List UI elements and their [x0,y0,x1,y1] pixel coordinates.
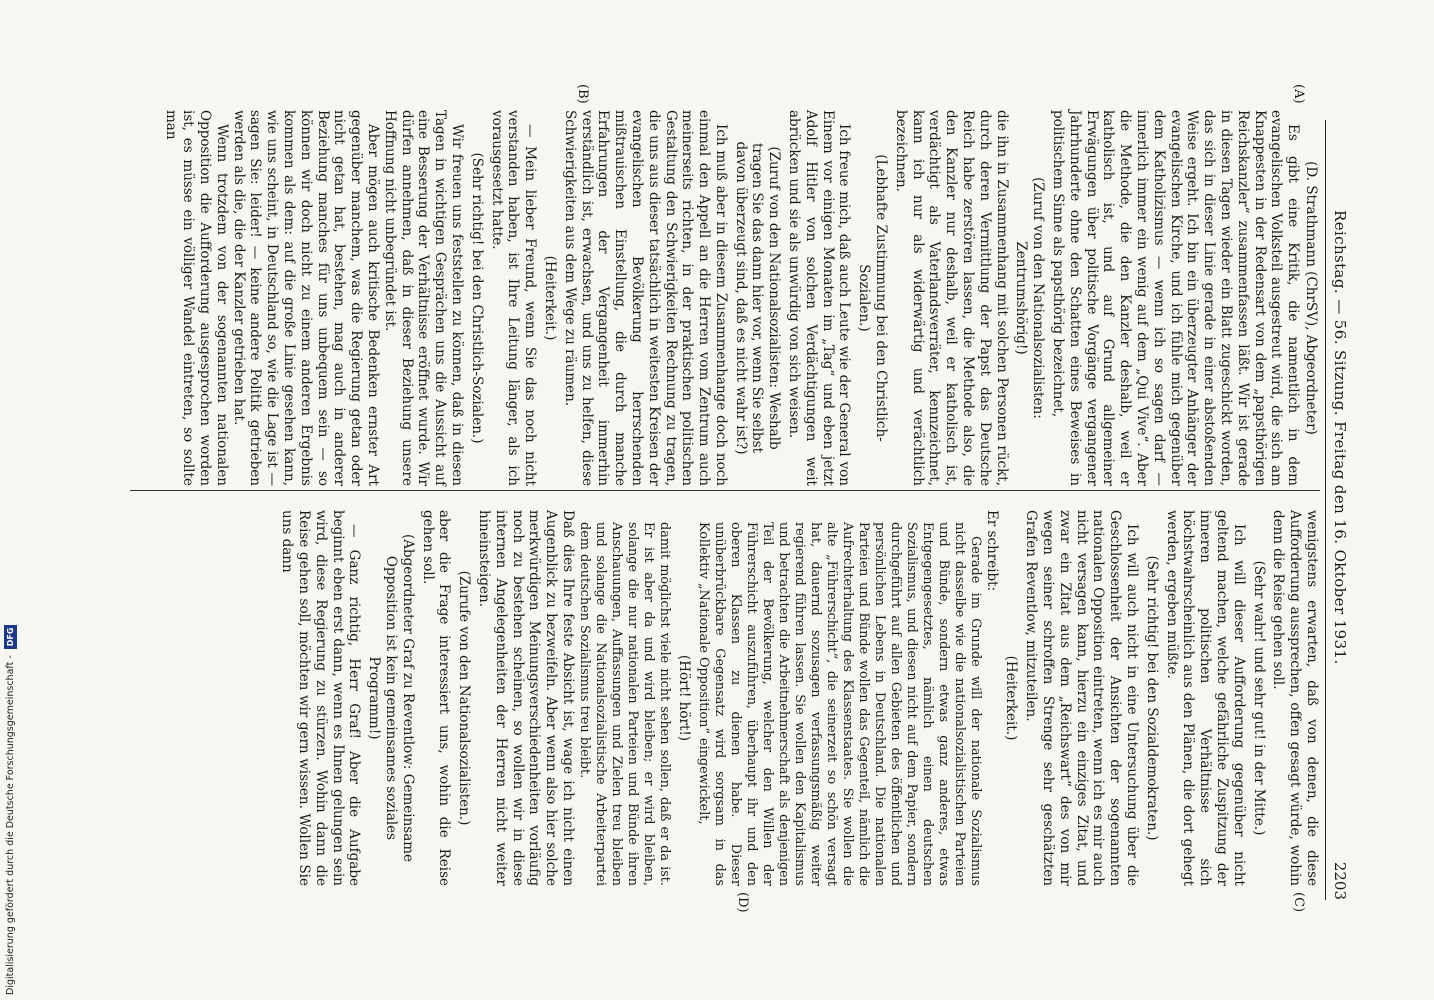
left-column [163,110,1320,486]
interjection: (Zuruf von den Nationalsozialisten: Zentrumshörig!) [1013,177,1047,419]
paragraph: Daß dies Ihre feste Absicht ist, wage ich nicht einen Augenblick zu bezweifeln. Aber wenn also hier solche merkwürdigen Meinungsverschiedenheiten vorläufig noch zu bestehen scheinen, so wollen wir in diese internen Angelegenheiten der Herren nicht weiter hineinsteigen. [476,510,577,886]
paragraph: — Ganz richtig, Herr Graf! Aber die Aufgabe beginnt eben erst dann, wenn es Ihnen gelungen sein wird, diese Regierung zu stürzen. Wohin dann die Reise gehen soll, möchten wir gern wissen. Wollen Sie uns dann [279,510,363,886]
dfg-logo-icon: DFG [4,625,17,650]
interjection: (Sehr richtig! bei den Christlich-Sozialen.) [468,152,485,444]
interjection: (Zurufe von den Nationalsozialisten.) [456,570,473,826]
interjection: (Heiterkeit.) [541,255,558,341]
paragraph: Es gibt eine Kritik, die namentlich in dem evangelischen Volksteil ausgestreut wird, die sich am Knappesten in der Redensart von dem „papsthörigen Reichskanzler“ zusammenfassen läßt. Wir ist gerade in diesen Tagen wieder ein Blatt zugeschickt worden, das sich in dieser Linie gerade in einer abstoßenden Weise ergeht. Ich bin ein überzeugter Anhänger der evangelischen Kirche, und ich fühle mich gegenüber dem Katholizismus — wenn ich so sagen darf — innerlich immer ein wenig auf dem „Qui Vive“. Aber die Methode, die den Kanzler deshalb, weil er katholisch ist, und auf Grund allgemeiner Erwägungen über politische Vorgänge vergangener Jahrhunderte ohne den Schatten eines Beweises in politischem Sinne als papsthörig bezeichnet, [1050,110,1302,486]
rotated-page-content [110,80,1350,913]
right-column [279,510,1320,886]
interjection: (Sehr wahr! und sehr gut! in der Mitte.) [1250,560,1267,836]
paragraph: Ich muß aber in diesem Zusammenhange doch noch einmal den Appell an die Herren vom Zentrum auch meinerseits richten, in der praktischen politischen Gestaltung den Schwierigkeiten Rechnung zu tragen, die uns aus dieser tatsächlich in weitesten Kreisen der evangelischen Bevölkerung herrschenden mißtrauischen Einstellung, die durch manche Erfahrungen der Vergangenheit immerhin verständlich ist, erwachsen, und uns zu helfen, diese Schwierigkeiten aus dem Wege zu räumen. [561,110,729,486]
interjection: (Zuruf von den Nationalsozialisten: Weshalb tragen Sie das dann hier vor, wenn Sie selbst davon überzeugt sind, daß es nicht wahr ist?) [732,141,783,455]
margin-mark-b: (B) [575,84,590,104]
paragraph: Aber mögen auch kritische Bedenken ernster Art gegenüber manchem, was die Regierung getan oder nicht getan hat, bestehen, mag auch in anderer Beziehung manches für uns unbequem sein — so können wir doch nicht zu einem anderen Ergebnis kommen als dem: auf die große Linie gesehen kann, wie uns scheint, in Deutschland so, wie die Lage ist — sagen Sie: leider! — keine andere Politik getrieben werden als die, die der Kanzler getrieben hat. [230,110,381,486]
paragraph: Wir freuen uns feststellen zu können, daß in diesen Tagen in wichtigen Gesprächen uns die Aussicht auf eine Besserung der Verhältnisse eröffnet wurde. Wir dürfen annehmen, daß in dieser Beziehung unsere Hoffnung nicht unbegründet ist. [381,110,465,486]
footer-credit: Digitalisierung gefördert durch die Deutsche Forschungsgemeinschaft - [5,655,16,995]
margin-mark-d: (D) [735,892,750,913]
paragraph: Wenn trotzdem von der sogenannten nationalen Opposition die Aufforderung ausgesprochen worden ist, es müsse ein völliger Wandel eintreten, so sollte man [163,110,230,486]
paragraph: Ich will dieser Aufforderung gegenüber nicht geltend machen, welche gefährliche Zuspitzung der inneren politischen Verhältnisse sich höchstwahrscheinlich aus den Plänen, die dort gehegt werden, ergeben müßte. [1163,510,1247,886]
margin-mark-c: (C) [1291,892,1306,913]
footer-text-rotated [2,600,20,995]
paragraph: — Mein lieber Freund, wenn Sie das noch nicht verstanden haben, ist Ihre Leitung länger, als ich vorausgesetzt hatte. [488,110,539,486]
digitization-footer [2,600,20,995]
interjection: (Lebhafte Zustimmung bei den Christlich-Sozialen.) [856,154,890,442]
margin-mark-a: (A) [1291,84,1306,104]
paragraph: aber die Frage interessiert uns, wohin die Reise gehen soll. [419,510,453,886]
quote-paragraph: Gerade im Grunde will der nationale Sozialismus nicht dasselbe wie die nationalsozialistischen Parteien und Bünde, sondern etwas ganz anderes, etwas Entgegengesetztes, nämlich einen deutschen Sozialismus, und diesen nicht auf dem Papier, sondern durchgeführt auf allen Gebieten des öffentlichen und persönlichen Lebens in Deutschland. Die nationalen Parteien und Bünde wollen das Gegenteil, nämlich die Aufrechterhaltung des Klassenstaates. Sie wollen die alte „Führerschicht“, die seinerzeit so schön versagt hat, dauernd sozusagen verfassungsmäßig weiter regierend führen lassen. Sie wollen den Kapitalismus und betrachten die Arbeitnehmerschaft als denjenigen Teil der Bevölkerung, welcher den Willen der Führerschicht auszuführen, überhaupt ihr und den oberen Klassen zu dienen habe. Dieser unüberbrückbare Gegensatz wird sorgsam in das Kollektiv „Nationale Opposition“ eingewickelt, [695,522,983,886]
page-header [1325,120,1350,900]
interjection: (Abgeordneter Graf zu Reventlow: Gemeinsame Opposition ist kein gemeinsames soziales Programm!) [366,533,416,863]
paragraph: wenigstens erwarten, daß von denen, die diese Aufforderung aussprechen, offen gesagt würde, wohin denn die Reise gehen soll. [1270,510,1320,886]
interjection: (Heiterkeit.) [1003,655,1020,741]
quote-paragraph: damit möglichst viele nicht sehen sollen, daß er da ist. Er ist aber da und wird bleiben; er wird bleiben, solange die nur nationalen Parteien und Bünde ihren Anschauungen, Auffassungen und Zielen treu bleiben und solange die Nationalsozialistische Arbeiterpartei dem deutschen Sozialismus treu bleibt. [577,522,673,886]
page-number: 2203 [1331,861,1349,900]
paragraph: die ihn in Zusammenhang mit solchen Personen rückt, durch deren Vermittlung der Papst das Deutsche Reich habe zerstören lassen, die Methode also, die den Kanzler nur deshalb, weil er katholisch ist, verdächtigt als Vaterlandsverräter, kennzeichnet, kann ich nur als widerwärtig und verächtlich bezeichnen. [892,110,1010,486]
paragraph: Ich will auch nicht in eine Untersuchung über die Geschlossenheit der Ansichten der sogenannten nationalen Opposition eintreten, wenn ich es mir auch nicht versagen kann, hierzu ein einziges Zitat, und zwar ein Zitat aus dem „Reichswart“ des von mir wegen seiner schroffen Strenge sehr geschätzten Grafen Reventlow, mitzuteilen. [1023,510,1141,886]
header-title: Reichstag. — 56. Sitzung. Freitag den 16. Oktober 1931. [1331,210,1349,665]
column-divider [130,490,1320,491]
interjection: (Sehr richtig! bei den Sozialdemokraten.) [1143,555,1160,841]
speaker-line: (D. Strathmann (ChrSV), Abgeordneter) [1303,161,1319,435]
paragraph: Er schreibt: [983,510,1000,592]
interjection: (Hört! hört!) [675,654,692,742]
paragraph: Ich freue mich, daß auch Leute wie der General von Einem vor einigen Monaten im „Tag“ und eben jetzt Adolf Hitler von solchen Verdächtigungen weit abrücken und sie als unwürdig von sich weisen. [786,110,853,486]
